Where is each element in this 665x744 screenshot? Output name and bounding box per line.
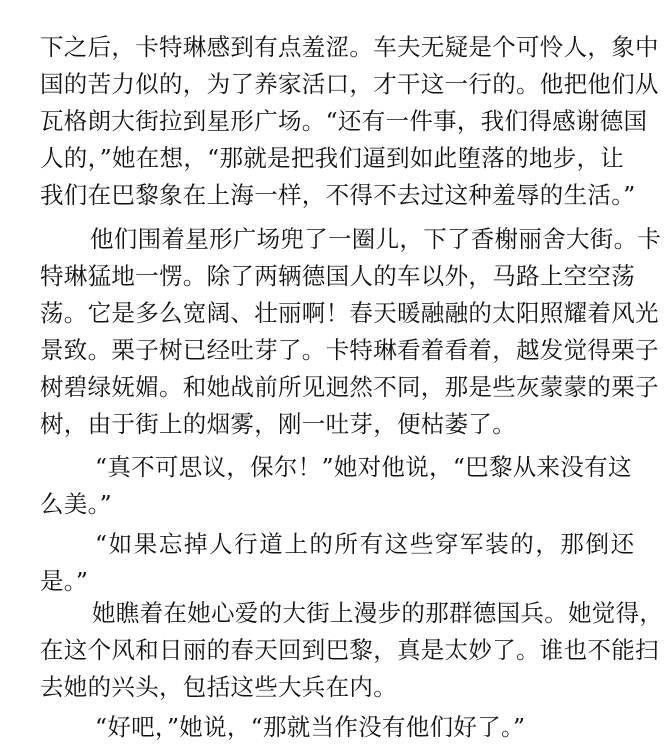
- text-line: 是。”: [40, 567, 89, 595]
- text-line: 国的苦力似的，为了养家活口，才干这一行的。他把他们从: [40, 70, 659, 98]
- text-line: 瓦格朗大街拉到星形广场。“还有一件事，我们得感谢德国: [40, 107, 648, 135]
- text-line: 树，由于街上的烟雾，刚一吐芽，便枯萎了。: [40, 410, 516, 438]
- text-line: 我们在巴黎象在上海一样，不得不去过这种羞辱的生活。”: [40, 181, 636, 209]
- text-line: 去她的兴头，包括这些大兵在内。: [40, 673, 397, 701]
- text-line: 特琳猛地一愣。除了两辆德国人的车以外，马路上空空荡: [40, 262, 635, 290]
- text-line: 荡。它是多么宽阔、壮丽啊！春天暖融融的太阳照耀着风光: [40, 299, 659, 327]
- paragraph-start-line: 他们围着星形广场兜了一圈儿，下了香榭丽舍大街。卡: [90, 225, 662, 253]
- text-line: 树碧绿妩媚。和她战前所见迥然不同，那是些灰蒙蒙的栗子: [40, 373, 659, 401]
- text-line: 在这个风和日丽的春天回到巴黎，真是太妙了。谁也不能扫: [40, 636, 659, 664]
- text-line: 下之后，卡特琳感到有点羞涩。车夫无疑是个可怜人，象中: [40, 33, 659, 61]
- paragraph-start-line: “真不可思议，保尔！”她对他说，“巴黎从来没有这: [95, 453, 632, 481]
- text-line: 景致。栗子树已经吐芽了。卡特琳看着看着，越发觉得栗子: [40, 336, 659, 364]
- text-line: 人的，”她在想，“那就是把我们逼到如此堕落的地步，让: [40, 144, 625, 172]
- paragraph-start-line: “好吧，”她说，“那就当作没有他们好了。”: [95, 713, 526, 741]
- paragraph-start-line: “如果忘掉人行道上的所有这些穿军装的，那倒还: [95, 530, 636, 558]
- text-line: 么美。”: [40, 490, 112, 518]
- paragraph-start-line: 她瞧着在她心爱的大街上漫步的那群德国兵。她觉得，: [92, 599, 664, 627]
